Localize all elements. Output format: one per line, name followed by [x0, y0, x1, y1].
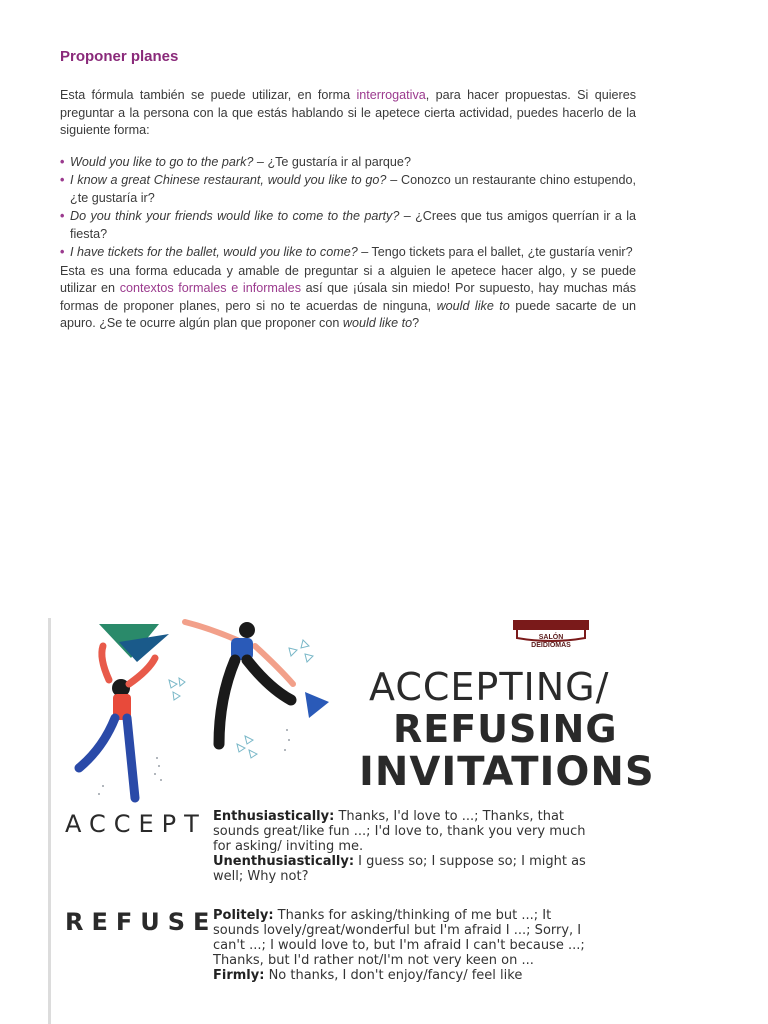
example-spanish: Conozco un restaurante chino estupendo, ¿te gustaría ir? — [70, 173, 636, 205]
infographic-title — [351, 665, 655, 795]
example-separator: – — [386, 173, 401, 187]
title-line-2: REFUSING — [393, 707, 618, 751]
blue-triangle-icon — [305, 692, 329, 718]
example-separator: – — [399, 209, 416, 223]
example-english: Do you think your friends would like to come to the party? — [70, 209, 400, 223]
firm-phrases — [213, 968, 593, 983]
contextos-link[interactable]: contextos formales e informales — [119, 281, 301, 295]
article — [60, 48, 636, 333]
unenthusiastic-text: I guess so; I suppose so; I might as well; Why not? — [213, 854, 586, 884]
logo-line-1: SALÓN — [538, 634, 564, 641]
polite-label: Politely: — [213, 908, 274, 923]
example-english: I have tickets for the ballet, would you like to come? — [70, 245, 358, 259]
closing-paragraph — [60, 263, 636, 333]
example-list — [60, 154, 636, 262]
closing-text-4: ? — [412, 316, 420, 330]
enthusiastic-text: Thanks, I'd love to ...; Thanks, that sounds great/like fun ...; I'd love to, thank you very much for asking/ inviting me. — [213, 809, 586, 854]
polite-text: Thanks for asking/thinking of me but ...; It sounds lovely/great/wonderful but I'm afraid I ...; Sorry, I can't ...; I would love to, but I'm afraid I can't because ...; Thanks, but I'd rather not/I'm not very keen on ... — [213, 908, 585, 968]
refuse-phrases — [213, 908, 593, 983]
accept-phrases — [213, 809, 593, 884]
person-head-icon — [239, 622, 255, 638]
dancing-people-illustration — [59, 618, 359, 808]
accept-label: ACCEPT — [65, 810, 207, 838]
section-heading: Proponer planes — [60, 48, 179, 65]
intro-text-2: , para hacer propuestas. Si quieres preguntar a la persona con la que estás hablando si le apetece cierta actividad, puedes hacerlo de la siguiente forma: — [60, 88, 636, 137]
list-item — [60, 172, 636, 207]
firm-text: No thanks, I don't enjoy/fancy/ feel like — [264, 968, 523, 983]
example-english: I know a great Chinese restaurant, would you like to go? — [70, 173, 387, 187]
enthusiastic-phrases — [213, 809, 593, 854]
list-item — [60, 154, 636, 172]
refuse-label: REFUSE — [65, 908, 218, 936]
enthusiastic-label: Enthusiastically: — [213, 809, 335, 824]
unenthusiastic-label: Unenthusiastically: — [213, 854, 355, 869]
closing-emphasis-1: would like to — [436, 298, 510, 313]
example-english: Would you like to go to the park? — [70, 154, 254, 169]
closing-text-3: puede sacarte de un apuro. ¿Se te ocurre algún plan que proponer con — [60, 298, 636, 330]
closing-emphasis-2: would like to — [342, 316, 413, 330]
bullet-icon: • — [60, 154, 65, 169]
title-line-3: INVITATIONS — [359, 749, 655, 795]
example-separator: – — [357, 245, 372, 259]
firm-label: Firmly: — [213, 968, 265, 983]
polite-phrases — [213, 908, 593, 968]
unenthusiastic-phrases — [213, 854, 593, 884]
invitations-infographic — [48, 618, 655, 1024]
intro-paragraph — [60, 87, 636, 140]
title-line-1: ACCEPTING/ — [369, 665, 610, 709]
list-item — [60, 244, 636, 262]
example-separator: – — [253, 154, 268, 169]
example-spanish: ¿Crees que tus amigos querrían ir a la fiesta? — [70, 209, 636, 241]
logo-line-2: DEIDIOMAS — [531, 642, 571, 649]
bullet-icon: • — [60, 245, 65, 259]
intro-text-1: Esta fórmula también se puede utilizar, en forma — [60, 88, 357, 102]
closing-text-1: Esta es una forma educada y amable de preguntar si a alguien le apetece hacer algo, y se puede utilizar en — [60, 263, 636, 295]
example-spanish: ¿Te gustaría ir al parque? — [267, 154, 411, 169]
logo-wordmark — [513, 634, 589, 650]
bullet-icon: • — [60, 173, 65, 187]
bullet-icon: • — [60, 209, 65, 223]
closing-text-2: así que ¡úsala sin miedo! Por supuesto, hay muchas más formas de proponer planes, pero si no te acuerdas de ninguna, — [60, 281, 636, 313]
example-spanish: Tengo tickets para el ballet, ¿te gustaría venir? — [371, 245, 633, 259]
interrogativa-link[interactable]: interrogativa — [356, 88, 426, 102]
list-item — [60, 208, 636, 243]
